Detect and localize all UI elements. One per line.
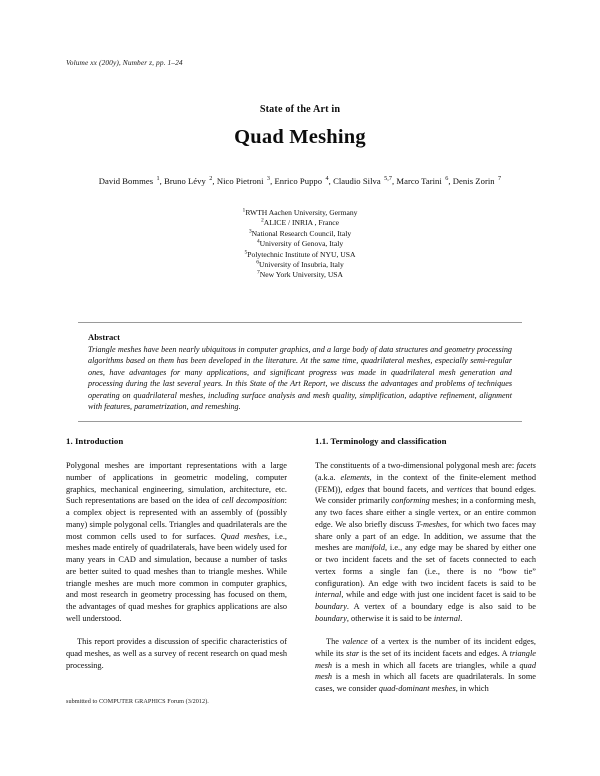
emphasis-run: internal (433, 613, 461, 623)
emphasis-run: vertices (446, 484, 473, 494)
author-name: Marco Tarini $^6$ (396, 175, 449, 186)
emphasis-run: cell decomposition (221, 496, 285, 506)
emphasis-run: manifold (355, 543, 385, 553)
author-affiliation-marker: 1 (156, 175, 160, 183)
emphasis-run: boundary (315, 602, 347, 611)
affiliation-line: $^3$National Research Council, Italy (248, 228, 352, 238)
emphasis-run: star (346, 648, 360, 658)
author-affiliation-marker: 7 (498, 175, 502, 183)
text-run: , in which (455, 684, 489, 693)
text-run: that bound edges. We consider primarily (315, 484, 536, 506)
affiliation-marker: 4 (256, 238, 260, 245)
author-name: Claudio Silva $^{5,7}$ (333, 175, 393, 186)
left-column (66, 436, 287, 695)
emphasis-run: quad mesh (315, 660, 536, 682)
text-run: is the set of its incident facets and edges. A (359, 648, 510, 658)
affiliation-marker: 5 (244, 249, 248, 256)
text-run: The (326, 637, 343, 646)
section-heading-introduction: 1. Introduction (66, 436, 124, 446)
abstract-text: Triangle meshes have been nearly ubiquitous in computer graphics, and a large body of data structures and geometry processing algorithms based on them has been developed in the literature. At the same time, quadrilateral meshes, especially semi-regular ones, have advantages for many applications, and significant progress was made in quadrilateral mesh generation and processing during the last several years. In this State of the Art Report, we discuss the advantages and problems of techniques operating on quadrilateral meshes, including surface analysis and mesh quality, simplification, adaptive refinement, alignment with features, parametrization, and remeshing. (88, 345, 512, 412)
text-run: is a mesh in which all facets are quadrilaterals. In some cases, we consider (315, 672, 536, 693)
affiliation-line: $^2$ALICE / INRIA , France (260, 217, 340, 228)
affiliation-line: $^7$New York University, USA (256, 269, 344, 280)
affiliation-marker: 1 (242, 207, 246, 214)
emphasis-run: conforming (391, 496, 430, 506)
emphasis-run: elements (340, 472, 370, 482)
affiliation-line: $^4$University of Genova, Italy (256, 238, 344, 249)
affiliation-marker: 3 (248, 228, 252, 235)
paragraph (315, 460, 536, 625)
text-run: of a vertex is the number of its incident edges, while its (315, 637, 536, 658)
journal-header: Volume xx (200y), Number z, pp. 1–24 (66, 58, 183, 67)
text-run: , for which two faces may share only a part of an edge. In addition, we assume that the meshes are (315, 519, 537, 553)
emphasis-run: facets (516, 461, 536, 470)
author-name: David Bommes $^1$ (98, 175, 160, 186)
text-run: (a.k.a. (315, 472, 341, 482)
affiliation-marker: 6 (256, 259, 259, 266)
body-columns (66, 436, 536, 695)
text-run: , otherwise it is said to be (346, 613, 434, 623)
text-run: The constituents of a two-dimensional polygonal mesh are: (315, 461, 517, 470)
author-affiliation-marker: 6 (445, 175, 449, 183)
paragraph: This report provides a discussion of specific characteristics of quad meshes, as well as a survey of recent research on quad mesh processing. (66, 637, 287, 670)
text-run: . (460, 613, 463, 623)
page-footer: submitted to COMPUTER GRAPHICS Forum (3/2012). (66, 698, 209, 705)
emphasis-run: internal (315, 590, 342, 600)
affiliation-list (0, 208, 600, 281)
author-name: Nico Pietroni $^3$ (216, 175, 271, 186)
abstract-bottom-rule (78, 421, 522, 422)
emphasis-run: edges (345, 484, 365, 494)
emphasis-run: triangle mesh (315, 648, 536, 670)
text-run: meshes; in a conforming mesh, any two faces share either a single vertex, or an entire common edge. We also briefly discuss (315, 496, 536, 529)
text-run: that bound facets, and (364, 484, 447, 494)
emphasis-run: quad-dominant meshes (378, 684, 456, 693)
text-run: : a complex object is represented with an assembly of (possibly many) simple polygonal cells. Triangles and quadrilaterals are the most common cells used to for surfaces. (66, 496, 287, 541)
author-name: Bruno Lévy $^2$ (164, 175, 213, 186)
title-block (0, 104, 600, 149)
page-title: Quad Meshing (234, 126, 366, 148)
author-list: David Bommes $^1$, Bruno Lévy $^2$, Nico Pietroni $^3$, Enrico Puppo $^4$, Claudio Silva $^{5,7}$, Marco Tarini $^6$, Denis Zorin $^7$ (98, 175, 502, 186)
author-affiliation-marker: 4 (325, 175, 329, 183)
author-affiliation-marker: 3 (266, 175, 271, 183)
text-run: is a mesh in which all facets are triangles, while a (332, 660, 520, 670)
paragraph (66, 460, 287, 625)
text-run: , i.e., meshes made entirely of quadrilaterals, have been widely used for many years in CAD and simulation, because a number of tasks are better suited to quad meshes than to triangle meshes. While triangle meshes are much more common in computer graphics, and most research in geometry processing has focused on them, the advantages of quad meshes for graphics applications are also well understood. (66, 531, 287, 623)
right-column (315, 436, 536, 695)
abstract-label: Abstract (88, 332, 120, 342)
paragraph (315, 636, 536, 695)
affiliation-marker: 7 (256, 269, 260, 276)
title-kicker: State of the Art in (259, 104, 341, 115)
section-heading-terminology: 1.1. Terminology and classification (315, 436, 447, 446)
abstract-block (78, 322, 522, 422)
author-name: Enrico Puppo $^4$ (274, 175, 329, 186)
affiliation-line: $^6$University of Insubria, Italy (256, 259, 344, 270)
text-run: Polygonal meshes are important representations with a large number of applications in geometric modeling, computer graphics, mechanical engineering, simulation, architecture, etc. Such representations are based on the idea of (66, 461, 287, 506)
text-run: , in the context of the finite-element method (FEM)), (315, 472, 536, 494)
emphasis-run: T-meshes (416, 519, 447, 529)
emphasis-run: boundary (315, 613, 347, 623)
text-run: , while and edge with just one incident facet is said to be (341, 590, 536, 600)
author-affiliation-marker: 2 (209, 175, 213, 183)
emphasis-run: valence (342, 637, 368, 646)
affiliation-line: $^5$Polytechnic Institute of NYU, USA (244, 249, 356, 259)
affiliation-line: $^1$RWTH Aachen University, Germany (242, 207, 358, 217)
text-run: . A vertex of a boundary edge is also said to be (346, 602, 536, 611)
emphasis-run: Quad meshes (220, 531, 268, 541)
affiliation-marker: 2 (260, 217, 264, 224)
text-run: , i.e., any edge may be shared by either one or two incident facets and the set of facets connected to each vertex forms a single fan (i.e., there is no “bow tie” configuration). An edge with two incident facets is said to be (315, 543, 537, 588)
author-affiliation-marker: 5,7 (384, 175, 393, 183)
author-name: Denis Zorin $^7$ (452, 175, 502, 186)
